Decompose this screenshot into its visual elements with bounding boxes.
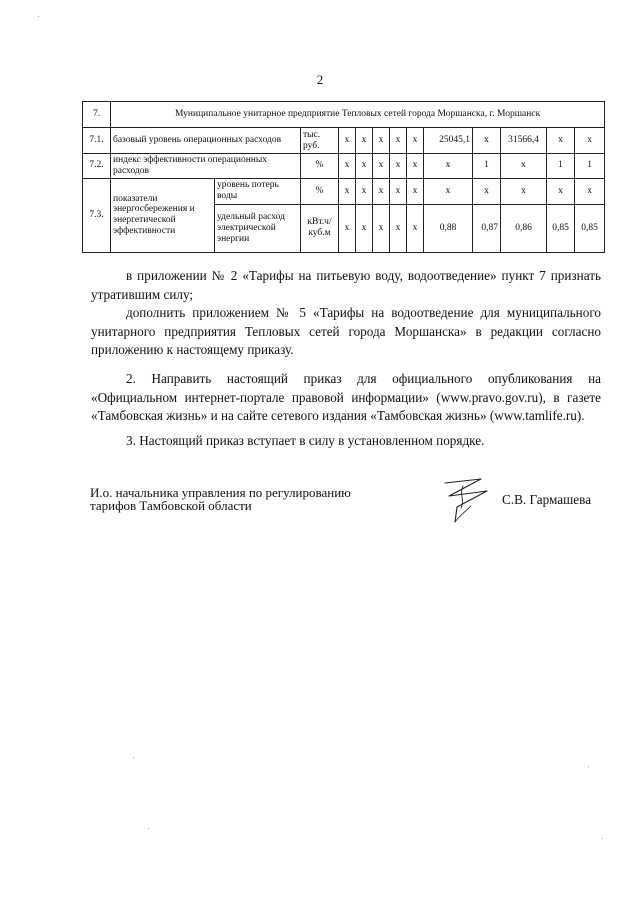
unit-cell: %: [301, 178, 339, 204]
value-cell: х: [407, 178, 424, 204]
scan-speck: [602, 838, 603, 839]
value-cell: х: [339, 154, 356, 179]
handwritten-signature: [435, 474, 493, 526]
value-cell: х: [501, 178, 547, 204]
value-cell: 1: [547, 154, 575, 179]
indicator-name: индекс эффективности операционных расходов: [111, 154, 301, 179]
paragraph-add-annex5: дополнить приложением № 5 «Тарифы на водоотведение для муниципального унитарного предприятия Тепловых сетей города Моршанска» в редакции согласно приложению к настоящему приказу.: [91, 305, 601, 358]
table-row: [83, 154, 605, 179]
value-cell: х: [373, 204, 390, 252]
value-cell: х: [390, 154, 407, 179]
indicator-name: удельный расход электрической энергии: [215, 204, 301, 252]
value-cell: х: [575, 128, 605, 154]
value-cell: х: [501, 154, 547, 179]
row-number: 7.3.: [83, 178, 111, 252]
value-cell: 0,87: [473, 204, 501, 252]
value-cell: 25045,1: [424, 128, 473, 154]
value-cell: х: [339, 178, 356, 204]
value-cell: х: [390, 204, 407, 252]
table-row: [83, 178, 605, 204]
row-number: 7.1.: [83, 128, 111, 154]
paragraph-publication: 2. Направить настоящий приказ для официального опубликования на «Официальном интернет-портале правовой информации» (www.pravo.gov.ru), в газете «Тамбовская жизнь» и на сайте сетевого издания «Тамбовская жизнь» (www.tamlife.ru).: [91, 371, 601, 424]
value-cell: х: [356, 128, 373, 154]
scan-speck: [133, 757, 134, 758]
unit-cell: кВт.ч/ куб.м: [301, 204, 339, 252]
paragraph-entry-into-force: 3. Настоящий приказ вступает в силу в установленном порядке.: [126, 433, 485, 448]
value-cell: х: [575, 178, 605, 204]
scan-speck: [588, 766, 589, 767]
scan-speck: [148, 828, 149, 829]
value-cell: х: [373, 178, 390, 204]
indicator-name: базовый уровень операционных расходов: [111, 128, 301, 154]
row-number: 7.: [83, 102, 111, 128]
value-cell: 0,86: [501, 204, 547, 252]
indicator-name: уровень потерь воды: [215, 178, 301, 204]
tariff-table: [82, 101, 605, 253]
value-cell: х: [356, 178, 373, 204]
value-cell: х: [547, 128, 575, 154]
row-number: 7.2.: [83, 154, 111, 179]
value-cell: х: [547, 178, 575, 204]
value-cell: х: [356, 154, 373, 179]
value-cell: х: [407, 128, 424, 154]
signatory-title-line: тарифов Тамбовской области: [90, 498, 252, 513]
value-cell: х: [356, 204, 373, 252]
value-cell: 0,85: [575, 204, 605, 252]
value-cell: 0,85: [547, 204, 575, 252]
organization-name: Муниципальное унитарное предприятие Тепловых сетей города Моршанска, г. Моршанск: [111, 102, 605, 128]
value-cell: х: [473, 128, 501, 154]
unit-cell: тыс. руб.: [301, 128, 339, 154]
table-header-row: [83, 102, 605, 128]
value-cell: х: [373, 128, 390, 154]
value-cell: х: [373, 154, 390, 179]
scan-speck: [38, 16, 39, 17]
value-cell: х: [390, 128, 407, 154]
value-cell: х: [407, 154, 424, 179]
value-cell: х: [390, 178, 407, 204]
value-cell: 1: [575, 154, 605, 179]
value-cell: х: [407, 204, 424, 252]
paragraph-annex2-invalid: в приложении № 2 «Тарифы на питьевую воду, водоотведение» пункт 7 признать утратившим силу;: [91, 268, 601, 302]
page-number: 2: [316, 72, 324, 87]
value-cell: х: [339, 204, 356, 252]
value-cell: х: [339, 128, 356, 154]
table-row: [83, 128, 605, 154]
unit-cell: %: [301, 154, 339, 179]
signatory-title: [90, 486, 351, 512]
indicator-group-name: показатели энергосбережения и энергетической эффективности: [111, 178, 215, 252]
value-cell: 0,88: [424, 204, 473, 252]
value-cell: х: [424, 178, 473, 204]
value-cell: 31566,4: [501, 128, 547, 154]
value-cell: х: [424, 154, 473, 179]
value-cell: 1: [473, 154, 501, 179]
signatory-title-line: И.о. начальника управления по регулированию: [90, 485, 351, 500]
signatory-name: С.В. Гармашева: [502, 492, 592, 507]
value-cell: х: [473, 178, 501, 204]
